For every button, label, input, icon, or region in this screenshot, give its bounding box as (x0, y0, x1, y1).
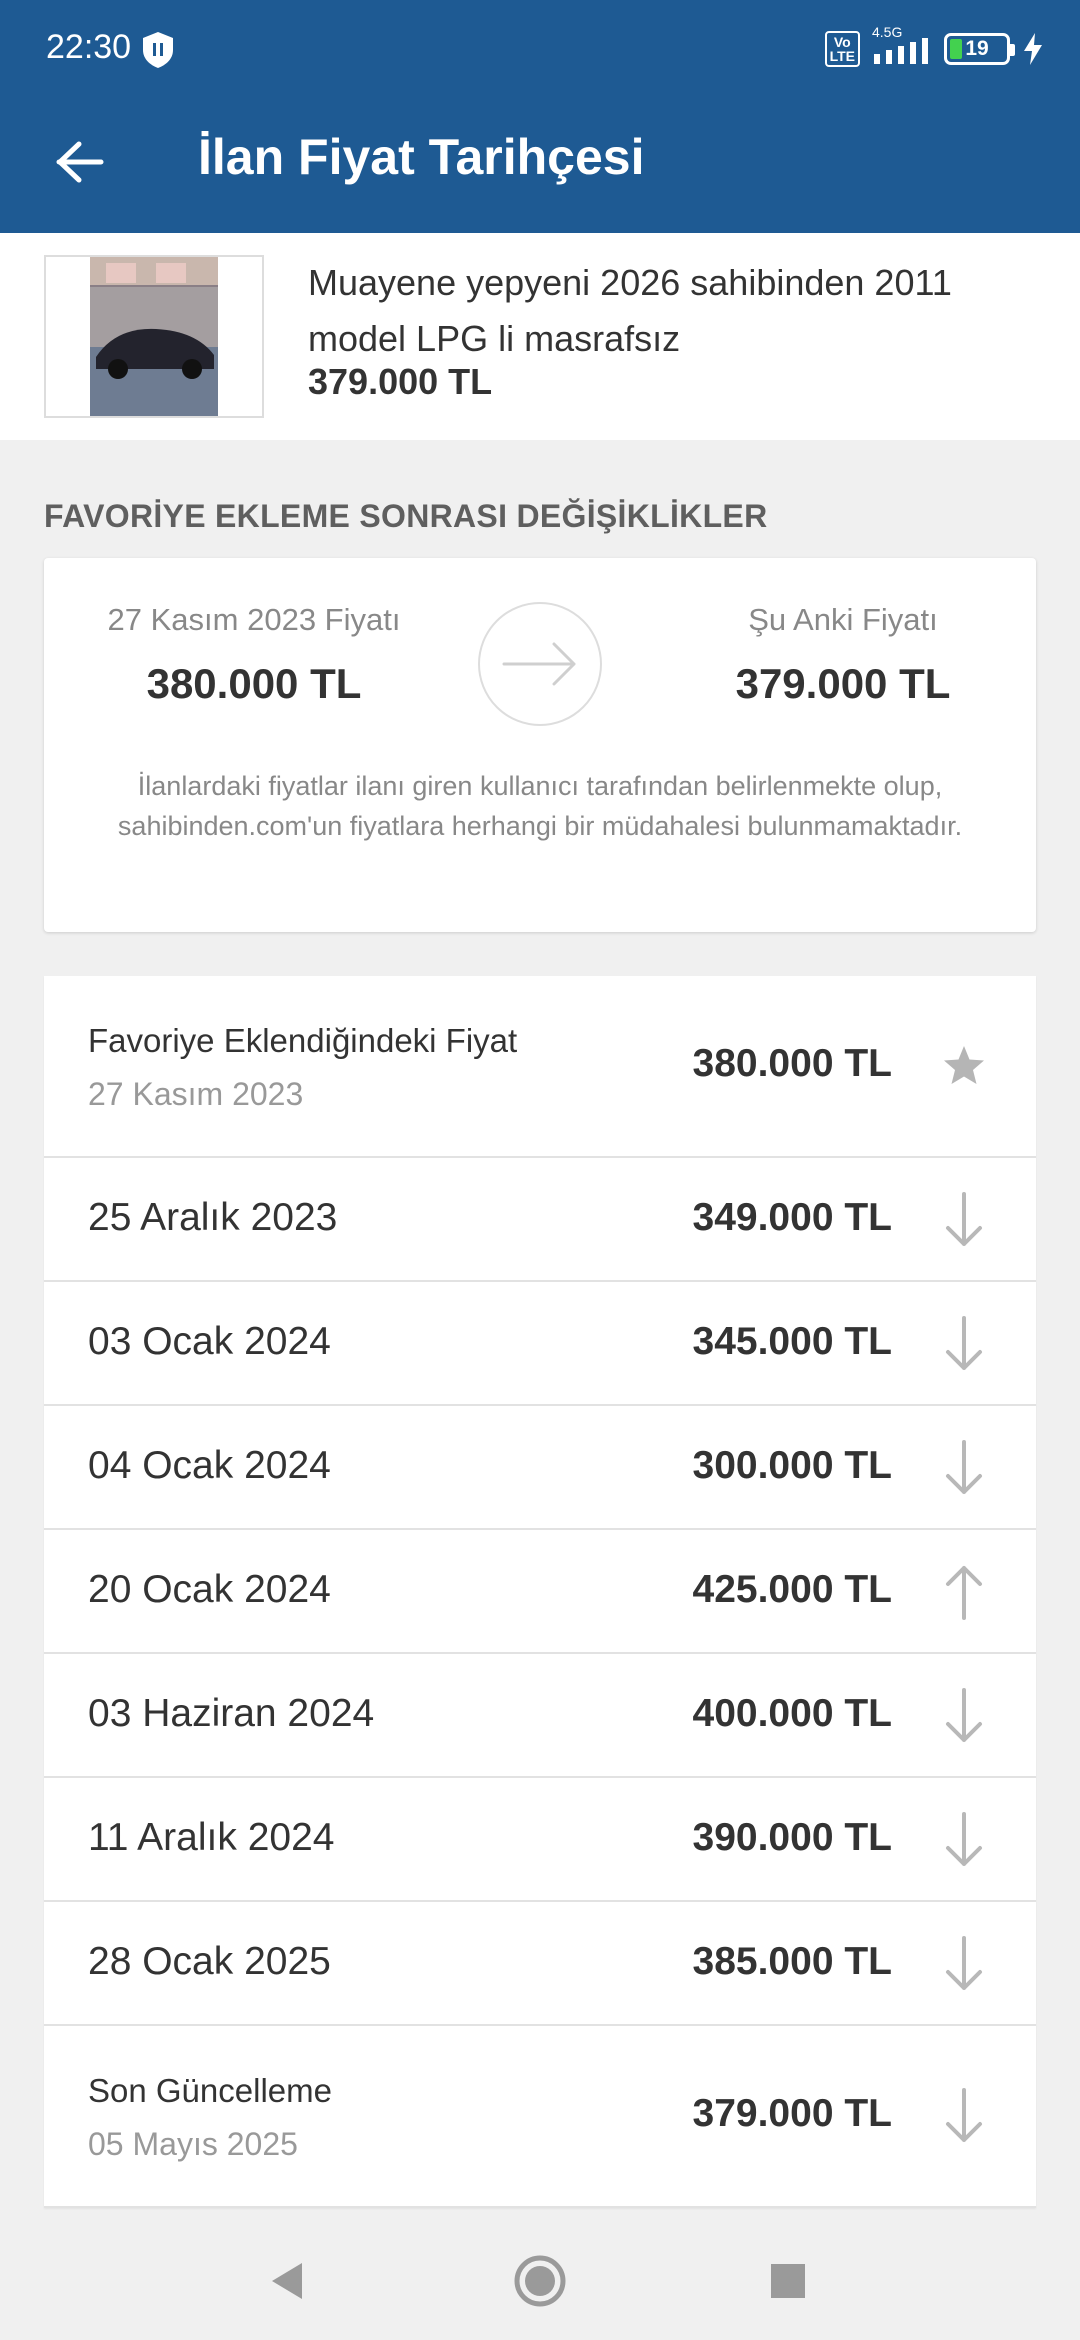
history-price: 379.000 TL (692, 2092, 892, 2135)
history-row (44, 1902, 1036, 2026)
history-price: 385.000 TL (692, 1940, 892, 1983)
history-date: 05 Mayıs 2025 (88, 2126, 298, 2162)
listing-price: 379.000 TL (308, 361, 493, 402)
nav-recents-button[interactable] (748, 2246, 828, 2316)
status-bar (0, 0, 1080, 100)
arrow-down-icon (936, 1436, 992, 1500)
history-price: 345.000 TL (692, 1320, 892, 1363)
arrow-right-icon (478, 602, 602, 726)
history-row (44, 1282, 1036, 1406)
price-compare-card (44, 558, 1036, 932)
history-price: 400.000 TL (692, 1692, 892, 1735)
arrow-down-icon (936, 2084, 992, 2148)
network-type-label: 4.5G (872, 24, 903, 40)
initial-price-value: 380.000 TL (146, 660, 362, 707)
history-date: 25 Aralık 2023 (88, 1196, 338, 1239)
arrow-left-icon (55, 140, 105, 184)
arrow-down-icon (936, 1312, 992, 1376)
listing-header[interactable] (0, 233, 1080, 440)
listing-thumbnail (44, 255, 264, 418)
status-time: 22:30 (46, 28, 132, 66)
initial-price-column (44, 602, 464, 708)
history-date: 28 Ocak 2025 (88, 1940, 331, 1983)
history-date: 04 Ocak 2024 (88, 1444, 331, 1487)
system-nav-bar (0, 2220, 1080, 2340)
history-price: 349.000 TL (692, 1196, 892, 1239)
arrow-up-icon (936, 1560, 992, 1624)
triangle-back-icon (266, 2259, 310, 2303)
history-date: 20 Ocak 2024 (88, 1568, 331, 1611)
battery-icon (944, 33, 1010, 65)
history-row (44, 1654, 1036, 1778)
charging-bolt-icon (1022, 33, 1044, 65)
back-button[interactable] (40, 122, 120, 202)
arrow-down-icon (936, 1684, 992, 1748)
page-title: İlan Fiyat Tarihçesi (198, 129, 645, 185)
history-date: 11 Aralık 2024 (88, 1816, 335, 1859)
price-history-list (44, 976, 1036, 2208)
square-recents-icon (768, 2261, 808, 2301)
vpn-shield-icon (140, 30, 176, 70)
current-price-value: 379.000 TL (735, 660, 951, 707)
history-date: 03 Haziran 2024 (88, 1692, 375, 1735)
volte-badge: Vo LTE (825, 31, 860, 67)
history-price: 390.000 TL (692, 1816, 892, 1859)
history-date: 03 Ocak 2024 (88, 1320, 331, 1363)
arrow-down-icon (936, 1808, 992, 1872)
history-price: 300.000 TL (692, 1444, 892, 1487)
current-price-column (650, 602, 1036, 708)
nav-back-button[interactable] (248, 2246, 328, 2316)
section-heading: FAVORİYE EKLEME SONRASI DEĞİŞİKLİKLER (44, 498, 768, 534)
history-price: 380.000 TL (692, 1042, 892, 1085)
initial-price-label: 27 Kasım 2023 Fiyatı (107, 602, 401, 637)
arrow-down-icon (936, 1188, 992, 1252)
history-price: 425.000 TL (692, 1568, 892, 1611)
history-row (44, 1778, 1036, 1902)
current-price-label: Şu Anki Fiyatı (748, 602, 938, 637)
history-label: Favoriye Eklendiğindeki Fiyat (88, 1022, 518, 1059)
top-bar (0, 0, 1080, 233)
price-disclaimer: İlanlardaki fiyatlar ilanı giren kullanıcı tarafından belirlenmekte olup, sahibinden.com'un fiyatlara herhangi bir müdahalesi bulunmamaktadır. (117, 771, 963, 841)
signal-icon (872, 24, 932, 66)
history-row (44, 1530, 1036, 1654)
arrow-down-icon (936, 1932, 992, 1996)
listing-title: Muayene yepyeni 2026 sahibinden 2011 model LPG li masrafsız (308, 262, 952, 359)
circle-home-icon (510, 2251, 570, 2311)
star-icon (936, 1034, 992, 1098)
status-icons (825, 26, 1044, 72)
nav-home-button[interactable] (500, 2246, 580, 2316)
history-row (44, 1158, 1036, 1282)
history-row-last-update (44, 2026, 1036, 2208)
app-bar (0, 100, 1080, 233)
battery-level: 19 (965, 37, 989, 60)
history-row-favorite (44, 976, 1036, 1158)
history-date: 27 Kasım 2023 (88, 1076, 304, 1112)
history-label: Son Güncelleme (88, 2072, 332, 2109)
history-row (44, 1406, 1036, 1530)
